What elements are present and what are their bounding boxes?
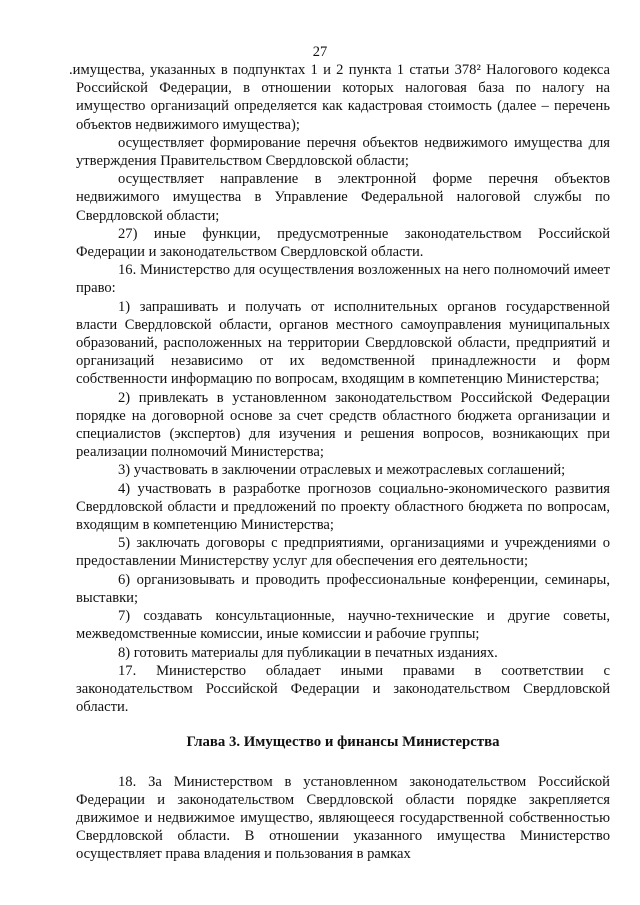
document-body: [69, 61, 610, 864]
paragraph-continuation: .имущества, указанных в подпунктах 1 и 2 пункта 1 статьи 378² Налогового кодекса Российской Федерации, в отношении которых налоговая база по налогу на имущество организаций определяется как кадастровая стоимость (далее – перечень объектов недвижимого имущества);: [69, 62, 610, 133]
paragraph-right-5: 5) заключать договоры с предприятиями, организациями и учреждениями о предоставлении Министерству услуг для обеспечения его деятельности;: [76, 535, 610, 570]
chapter-heading: Глава 3. Имущество и финансы Министерства: [186, 734, 500, 751]
paragraph-right-7: 7) создавать консультационные, научно-технические и другие советы, межведомственные комиссии, иные комиссии и рабочие группы;: [76, 608, 610, 643]
paragraph-section-16: 16. Министерство для осуществления возложенных на него полномочий имеет право:: [76, 262, 610, 297]
paragraph-right-6: 6) организовывать и проводить профессиональные конференции, семинары, выставки;: [76, 571, 610, 606]
paragraph-right-3: 3) участвовать в заключении отраслевых и межотраслевых соглашений;: [118, 462, 566, 479]
paragraph-right-4: 4) участвовать в разработке прогнозов социально-экономического развития Свердловской области и предложений по проекту областного бюджета по вопросам, входящим в компетенцию Министерства;: [76, 480, 610, 534]
page-number: 27: [312, 44, 328, 60]
paragraph-section-18: 18. За Министерством в установленном законодательством Российской Федерации и законодательством Свердловской области порядке закрепляется движимое и недвижимое имущество, являющееся государственной собственностью Свердловской области. В отношении указанного имущества Министерство осуществляет права владения и пользования в рамках: [76, 773, 610, 863]
paragraph-right-1: 1) запрашивать и получать от исполнительных органов государственной власти Свердловской области, органов местного самоуправления муниципальных образований, расположенных на территории Свердловской области, предприятий и организаций независимо от их ведомственной принадлежности и форм собственности информацию по вопросам, входящим в компетенцию Министерства;: [76, 298, 610, 388]
paragraph-formation-list: осуществляет формирование перечня объектов недвижимого имущества для утверждения Правительством Свердловской области;: [76, 134, 610, 170]
paragraph-item-27: 27) иные функции, предусмотренные законодательством Российской Федерации и законодательством Свердловской области.: [76, 225, 610, 261]
paragraph-section-17: 17. Министерство обладает иными правами в соответствии с законодательством Российской Федерации и законодательством Свердловской области.: [76, 662, 610, 716]
paragraph-right-2: 2) привлекать в установленном законодательством Российской Федерации порядке на договорной основе за счет средств областного бюджета организации и специалистов (экспертов) для изучения и решения вопросов, возникающих при реализации полномочий Министерства;: [76, 389, 610, 461]
paragraph-right-8: 8) готовить материалы для публикации в печатных изданиях.: [118, 644, 498, 661]
paragraph-electronic-submission: осуществляет направление в электронной форме перечня объектов недвижимого имущества в Управление Федеральной налоговой службы по Свердловской области;: [76, 171, 610, 224]
